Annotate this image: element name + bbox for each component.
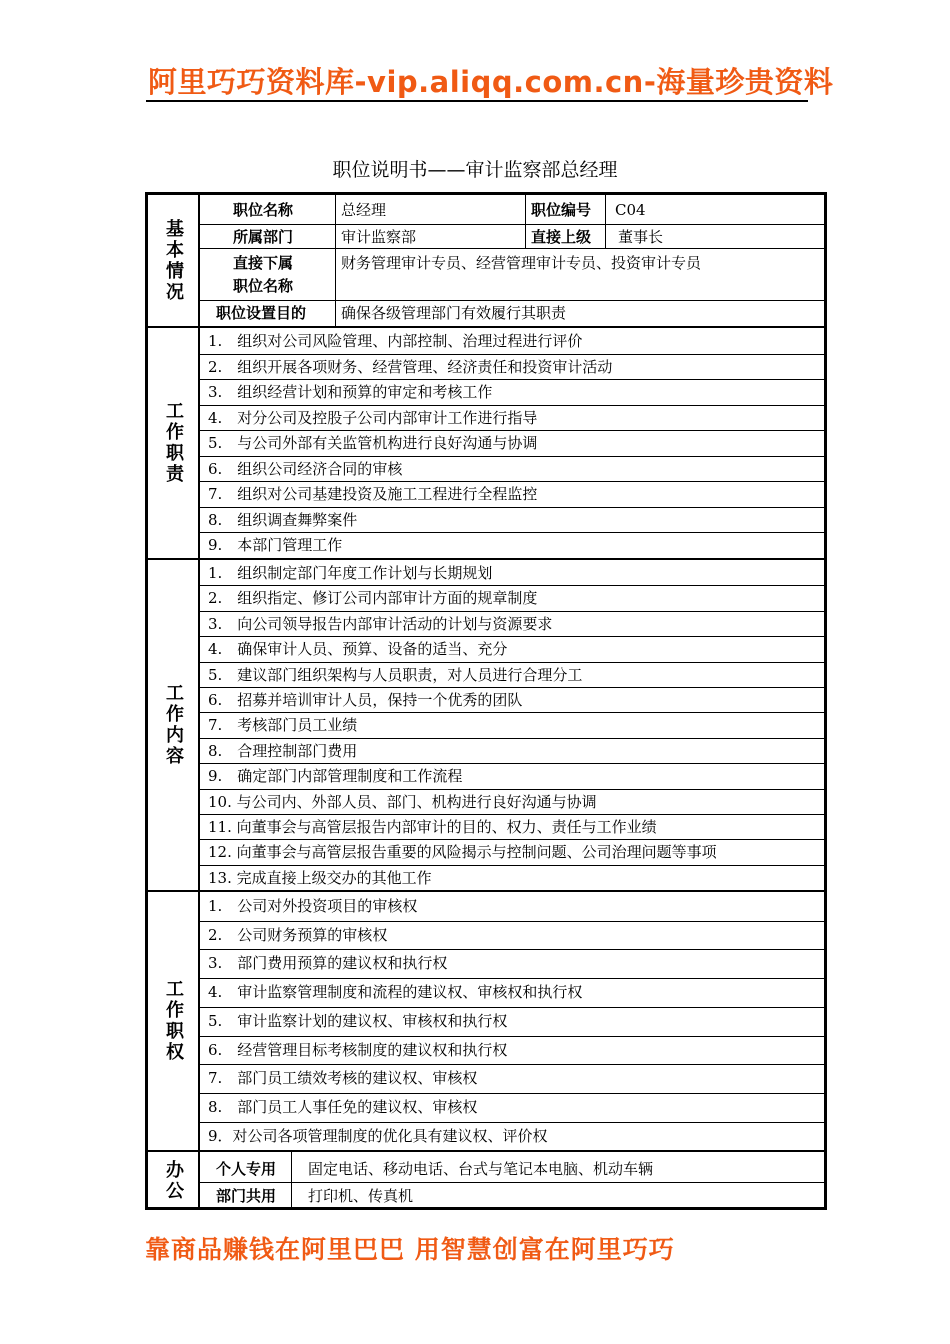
row-divider (200, 687, 824, 688)
row-divider (200, 532, 824, 533)
list-item: 11. 向董事会与高管层报告内部审计的目的、权力、责任与工作业绩 (208, 818, 657, 836)
row-divider (200, 354, 824, 355)
banner-underline (146, 100, 808, 102)
row-divider (200, 430, 824, 431)
list-item: 2. 公司财务预算的审核权 (208, 925, 388, 944)
value-department: 审计监察部 (341, 228, 417, 246)
row-divider (200, 379, 824, 380)
divider (200, 1182, 824, 1183)
list-item: 10. 与公司内、外部人员、部门、机构进行良好沟通与协调 (208, 792, 597, 811)
list-item: 5. 与公司外部有关监管机构进行良好沟通与协调 (208, 434, 538, 452)
row-divider (200, 1093, 824, 1094)
list-item: 9. 确定部门内部管理制度和工作流程 (208, 767, 463, 786)
value-personal-use: 固定电话、移动电话、台式与笔记本电脑、机动车辆 (308, 1160, 654, 1178)
section-label-content-text: 工作内容 (163, 683, 184, 767)
label-department: 所属部门 (233, 228, 294, 246)
label-purpose: 职位设置目的 (216, 304, 307, 322)
label-position-code: 职位编号 (531, 201, 592, 219)
list-item: 4. 对分公司及控股子公司内部审计工作进行指导 (208, 408, 538, 427)
row-divider (200, 405, 824, 406)
row-divider (200, 814, 824, 815)
list-item: 9．对公司各项管理制度的优化具有建议权、评价权 (208, 1126, 548, 1145)
section-label-basic (148, 195, 200, 326)
row-divider (200, 921, 824, 922)
top-banner: 阿里巧巧资料库-vip.aliqq.com.cn-海量珍贵资料 (148, 65, 834, 99)
list-item: 3. 部门费用预算的建议权和执行权 (208, 954, 448, 973)
value-position-code: C04 (615, 201, 646, 219)
row-divider (200, 865, 824, 866)
row-divider (200, 949, 824, 950)
list-item: 2. 组织开展各项财务、经营管理、经济责任和投资审计活动 (208, 357, 613, 376)
row-divider (200, 481, 824, 482)
list-item: 8. 部门员工人事任免的建议权、审核权 (208, 1097, 478, 1116)
list-item: 1. 组织对公司风险管理、内部控制、治理过程进行评价 (208, 332, 583, 350)
divider (200, 300, 824, 301)
value-purpose: 确保各级管理部门有效履行其职责 (341, 304, 567, 322)
row-divider (200, 585, 824, 586)
value-position-name: 总经理 (341, 201, 387, 219)
section-label-authority (148, 892, 200, 1150)
list-item: 4. 确保审计人员、预算、设备的适当、充分 (208, 640, 508, 659)
list-item: 1. 组织制定部门年度工作计划与长期规划 (208, 564, 493, 582)
divider (335, 195, 336, 326)
label-subordinates-2: 职位名称 (233, 277, 294, 295)
list-item: 1. 公司对外投资项目的审核权 (208, 897, 418, 915)
list-item: 9. 本部门管理工作 (208, 536, 343, 554)
row-divider (200, 839, 824, 840)
row-divider (200, 712, 824, 713)
bottom-banner: 靠商品赚钱在阿里巴巴 用智慧创富在阿里巧巧 (145, 1235, 675, 1264)
row-divider (200, 1036, 824, 1037)
section-label-authority-text: 工作职权 (163, 979, 184, 1063)
list-item: 13. 完成直接上级交办的其他工作 (208, 868, 432, 887)
job-description-form (145, 192, 827, 1210)
list-item: 7. 考核部门员工业绩 (208, 716, 358, 735)
list-item: 5. 建议部门组织架构与人员职责，对人员进行合理分工 (208, 665, 583, 684)
divider (605, 195, 606, 248)
value-superior: 董事长 (618, 228, 664, 246)
value-shared-use: 打印机、传真机 (308, 1187, 414, 1205)
list-item: 6. 招募并培训审计人员，保持一个优秀的团队 (208, 691, 523, 709)
list-item: 6. 组织公司经济合同的审核 (208, 459, 403, 478)
row-divider (200, 636, 824, 637)
divider (200, 248, 824, 249)
list-item: 2. 组织指定、修订公司内部审计方面的规章制度 (208, 589, 538, 608)
divider (525, 195, 526, 248)
list-item: 8. 组织调查舞弊案件 (208, 510, 358, 529)
row-divider (200, 1122, 824, 1123)
section-divider (148, 1150, 824, 1152)
list-item: 3. 组织经营计划和预算的审定和考核工作 (208, 383, 493, 401)
row-divider (200, 1064, 824, 1065)
label-personal-use: 个人专用 (216, 1160, 277, 1178)
row-divider (200, 507, 824, 508)
row-divider (200, 611, 824, 612)
section-label-content (148, 560, 200, 890)
row-divider (200, 789, 824, 790)
row-divider (200, 1007, 824, 1008)
divider (200, 224, 824, 225)
row-divider (200, 763, 824, 764)
label-shared-use: 部门共用 (216, 1187, 277, 1205)
list-item: 7. 组织对公司基建投资及施工工程进行全程监控 (208, 485, 538, 503)
section-label-office-text: 办公 (163, 1160, 184, 1202)
divider (291, 1152, 292, 1210)
label-subordinates-1: 直接下属 (233, 254, 294, 272)
row-divider (200, 662, 824, 663)
row-divider (200, 978, 824, 979)
list-item: 6. 经营管理目标考核制度的建议权和执行权 (208, 1040, 508, 1059)
list-item: 12. 向董事会与高管层报告重要的风险揭示与控制问题、公司治理问题等事项 (208, 843, 717, 862)
list-item: 8. 合理控制部门费用 (208, 741, 358, 760)
section-label-basic-text: 基本情况 (163, 218, 184, 303)
section-divider (148, 558, 824, 560)
list-item: 5. 审计监察计划的建议权、审核权和执行权 (208, 1011, 508, 1030)
label-position-name: 职位名称 (233, 201, 294, 219)
section-label-duties (148, 328, 200, 558)
section-label-duties-text: 工作职责 (163, 401, 184, 485)
section-divider (148, 326, 824, 328)
document-title: 职位说明书——审计监察部总经理 (332, 159, 618, 181)
list-item: 4. 审计监察管理制度和流程的建议权、审核权和执行权 (208, 983, 583, 1002)
section-divider (148, 890, 824, 892)
label-superior: 直接上级 (531, 228, 592, 246)
list-item: 7. 部门员工绩效考核的建议权、审核权 (208, 1069, 478, 1088)
list-item: 3. 向公司领导报告内部审计活动的计划与资源要求 (208, 614, 553, 633)
row-divider (200, 738, 824, 739)
row-divider (200, 456, 824, 457)
section-label-office (148, 1152, 200, 1210)
value-subordinates: 财务管理审计专员、经营管理审计专员、投资审计专员 (341, 254, 702, 272)
